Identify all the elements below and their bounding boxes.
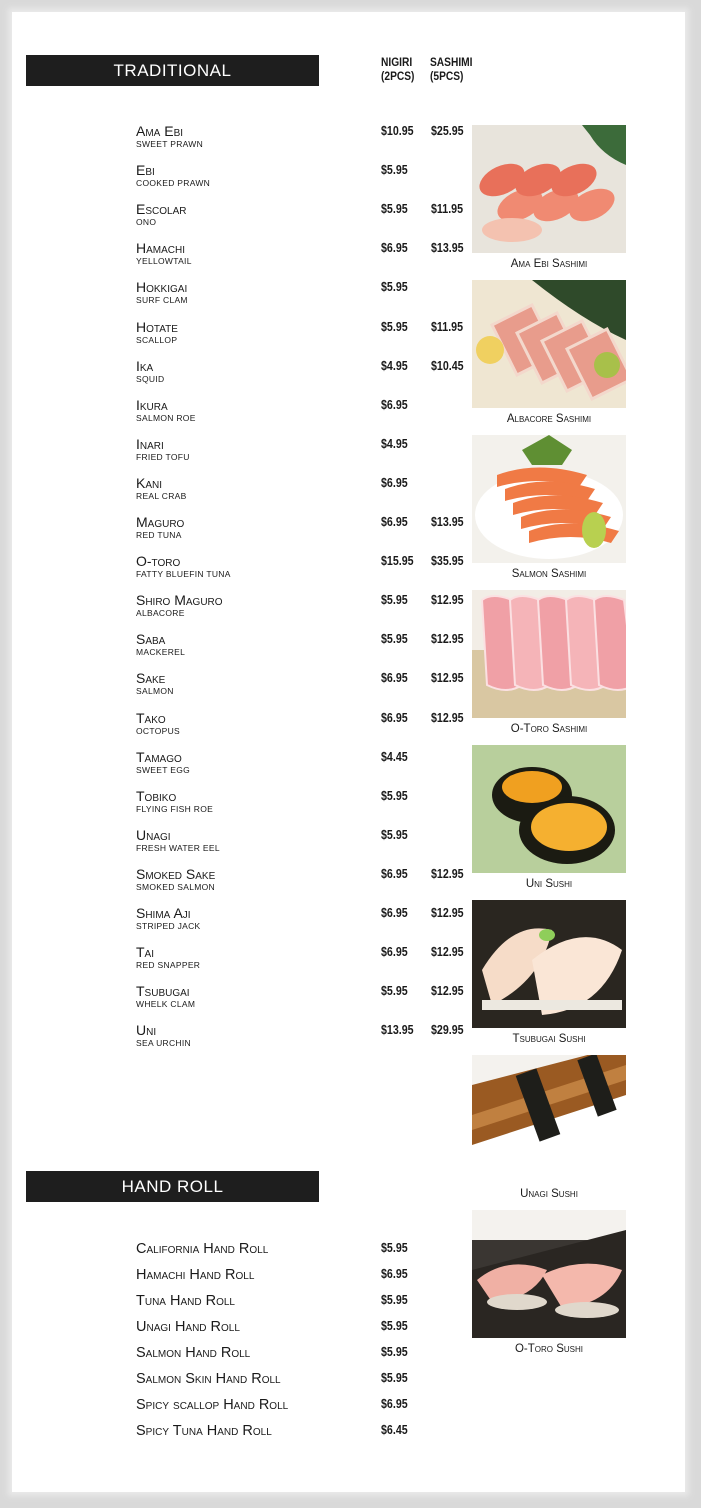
item-description: SQUID bbox=[136, 373, 165, 384]
sashimi-price: $12.95 bbox=[431, 905, 464, 920]
menu-item bbox=[136, 476, 187, 502]
menu-item bbox=[136, 359, 164, 385]
otoro-sushi-photo bbox=[472, 1210, 626, 1338]
traditional-section-header bbox=[26, 55, 319, 86]
nigiri-price: $6.95 bbox=[381, 396, 408, 412]
albacore-sashimi-photo bbox=[472, 280, 626, 408]
nigiri-price: $5.95 bbox=[381, 201, 408, 217]
sashimi-price: $12.95 bbox=[431, 670, 464, 686]
nigiri-price: $15.95 bbox=[381, 553, 414, 569]
photo-caption: Salmon Sashimi bbox=[511, 568, 587, 580]
item-name: Inari bbox=[136, 435, 164, 452]
nigiri-price: $4.95 bbox=[381, 435, 408, 451]
item-description: SALMON ROE bbox=[136, 412, 196, 423]
item-name: Uni bbox=[136, 1022, 157, 1039]
hand-roll-price: $6.95 bbox=[381, 1396, 408, 1411]
item-description: REAL CRAB bbox=[136, 490, 187, 501]
nigiri-price: $6.95 bbox=[381, 709, 408, 725]
hand-roll-price: $5.95 bbox=[381, 1370, 408, 1385]
item-name: Maguro bbox=[136, 514, 185, 530]
nigiri-price: $5.95 bbox=[381, 279, 408, 295]
photo-caption: O-Toro Sushi bbox=[514, 1343, 583, 1355]
item-name: Unagi bbox=[136, 826, 171, 843]
menu-item bbox=[136, 711, 180, 737]
item-description: FRESH WATER EEL bbox=[136, 842, 220, 853]
nigiri-price: $10.95 bbox=[381, 123, 414, 138]
item-description: RED TUNA bbox=[136, 530, 182, 540]
item-name: Hamachi bbox=[136, 240, 186, 257]
nigiri-price: $4.45 bbox=[381, 748, 408, 764]
item-description: SCALLOP bbox=[136, 334, 178, 345]
menu-item bbox=[136, 593, 223, 619]
hand-roll-name: Salmon Hand Roll bbox=[136, 1345, 251, 1361]
nigiri-price: $5.95 bbox=[381, 826, 408, 842]
menu-item bbox=[136, 750, 190, 776]
item-description: FATTY BLUEFIN TUNA bbox=[136, 569, 231, 580]
photo-caption: Tsubugai Sushi bbox=[512, 1033, 586, 1045]
item-description: ALBACORE bbox=[136, 608, 185, 619]
item-name: Ikura bbox=[136, 396, 168, 413]
nigiri-price: $4.95 bbox=[381, 357, 408, 373]
item-name: Ebi bbox=[136, 162, 155, 179]
photo-caption: O-Toro Sashimi bbox=[510, 723, 588, 735]
prawn-sashimi-photo bbox=[472, 125, 626, 253]
sashimi-price: $35.95 bbox=[431, 553, 464, 569]
hand-roll-price: $6.95 bbox=[381, 1266, 408, 1281]
item-description: RED SNAPPER bbox=[136, 960, 201, 971]
item-name: Shima Aji bbox=[136, 905, 191, 921]
item-name: Sake bbox=[136, 670, 166, 687]
menu-item bbox=[136, 320, 178, 346]
sashimi-price: $25.95 bbox=[431, 123, 464, 138]
item-name: Tobiko bbox=[136, 787, 177, 804]
nigiri-price: $5.95 bbox=[381, 318, 408, 334]
nigiri-price: $13.95 bbox=[381, 1022, 414, 1038]
item-name: Tamago bbox=[136, 748, 182, 765]
menu-item bbox=[136, 906, 201, 932]
item-name: Saba bbox=[136, 631, 166, 648]
hand-roll-name: Unagi Hand Roll bbox=[136, 1319, 240, 1335]
hand-roll-price: $5.95 bbox=[381, 1344, 408, 1359]
menu-item bbox=[136, 515, 184, 541]
otoro-sashimi-photo bbox=[472, 590, 626, 718]
menu-item bbox=[136, 789, 213, 815]
item-description: YELLOWTAIL bbox=[136, 256, 192, 267]
item-description: OCTOPUS bbox=[136, 725, 180, 736]
item-description: MACKEREL bbox=[136, 647, 186, 658]
hand-roll-name: Spicy Tuna Hand Roll bbox=[136, 1423, 272, 1439]
tsubugai-sushi-photo bbox=[472, 900, 626, 1028]
item-name: Tako bbox=[136, 709, 166, 726]
sashimi-price: $13.95 bbox=[431, 514, 464, 529]
hand-roll-price: $5.95 bbox=[381, 1292, 408, 1307]
item-name: Tai bbox=[136, 944, 154, 961]
item-name: Hotate bbox=[136, 318, 178, 335]
item-description: ONO bbox=[136, 217, 157, 228]
nigiri-price: $5.95 bbox=[381, 787, 408, 803]
nigiri-column-header: NIGIRI (2PCS) bbox=[381, 55, 415, 83]
menu-item bbox=[136, 202, 186, 228]
item-description: SURF CLAM bbox=[136, 295, 188, 306]
item-description: FLYING FISH ROE bbox=[136, 803, 214, 814]
item-description: SALMON bbox=[136, 686, 174, 697]
nigiri-price: $6.95 bbox=[381, 474, 408, 490]
menu-item bbox=[136, 280, 188, 306]
hand-roll-name: Tuna Hand Roll bbox=[136, 1293, 235, 1309]
hand-roll-name: Salmon Skin Hand Roll bbox=[136, 1371, 281, 1387]
item-description: WHELK CLAM bbox=[136, 999, 196, 1010]
item-name: Shiro Maguro bbox=[136, 592, 223, 609]
menu-item bbox=[136, 1023, 191, 1049]
photo-caption: Ama Ebi Sashimi bbox=[510, 258, 588, 270]
sashimi-price: $12.95 bbox=[431, 865, 464, 881]
item-description: SWEET PRAWN bbox=[136, 139, 204, 149]
unagi-sushi-photo bbox=[472, 1055, 626, 1183]
menu-item bbox=[136, 554, 231, 580]
salmon-sashimi-photo bbox=[472, 435, 626, 563]
hand-roll-price: $5.95 bbox=[381, 1240, 408, 1255]
hand-roll-title: HAND ROLL bbox=[121, 1176, 224, 1196]
sashimi-price: $12.95 bbox=[431, 709, 464, 725]
item-description: STRIPED JACK bbox=[136, 921, 201, 931]
hand-roll-name: Hamachi Hand Roll bbox=[136, 1267, 255, 1283]
item-description: COOKED PRAWN bbox=[136, 178, 211, 189]
item-description: FRIED TOFU bbox=[136, 451, 190, 462]
item-name: Hokkigai bbox=[136, 279, 188, 296]
menu-item bbox=[136, 984, 195, 1010]
item-name: Kani bbox=[136, 474, 163, 491]
traditional-title: TRADITIONAL bbox=[113, 60, 232, 80]
menu-item bbox=[136, 437, 190, 463]
menu-item bbox=[136, 124, 203, 150]
nigiri-price: $5.95 bbox=[381, 592, 408, 608]
nigiri-price: $6.95 bbox=[381, 670, 408, 686]
sashimi-price: $12.95 bbox=[431, 631, 464, 647]
menu-item bbox=[136, 241, 192, 267]
nigiri-price: $5.95 bbox=[381, 983, 408, 999]
hand-roll-section-header bbox=[26, 1171, 319, 1202]
nigiri-price: $6.95 bbox=[381, 240, 408, 256]
hand-roll-price: $5.95 bbox=[381, 1318, 408, 1333]
item-name: Ika bbox=[136, 357, 154, 374]
menu-item bbox=[136, 632, 185, 658]
sashimi-price: $29.95 bbox=[431, 1022, 464, 1038]
nigiri-price: $6.95 bbox=[381, 514, 408, 529]
nigiri-price: $6.95 bbox=[381, 865, 408, 881]
item-name: Escolar bbox=[136, 201, 187, 218]
item-name: Ama Ebi bbox=[136, 123, 184, 139]
photo-caption: Uni Sushi bbox=[525, 878, 573, 890]
item-description: SWEET EGG bbox=[136, 764, 191, 775]
menu-item bbox=[136, 828, 220, 854]
hand-roll-name: California Hand Roll bbox=[136, 1241, 269, 1257]
sashimi-column-header: SASHIMI (5PCS) bbox=[430, 55, 473, 83]
sashimi-price: $11.95 bbox=[431, 201, 464, 217]
item-name: O-toro bbox=[136, 553, 181, 570]
nigiri-price: $5.95 bbox=[381, 162, 408, 178]
photo-caption: Albacore Sashimi bbox=[506, 413, 592, 425]
item-name: Smoked Sake bbox=[136, 865, 216, 882]
menu-item bbox=[136, 867, 215, 893]
menu-item bbox=[136, 398, 196, 424]
item-description: SEA URCHIN bbox=[136, 1038, 191, 1049]
sashimi-price: $12.95 bbox=[431, 944, 464, 960]
nigiri-price: $5.95 bbox=[381, 631, 408, 647]
menu-item bbox=[136, 945, 200, 971]
sashimi-price: $12.95 bbox=[431, 983, 464, 999]
nigiri-price: $6.95 bbox=[381, 905, 408, 920]
item-description: SMOKED SALMON bbox=[136, 881, 215, 892]
menu-item bbox=[136, 671, 174, 697]
menu-item bbox=[136, 163, 210, 189]
sashimi-price: $10.45 bbox=[431, 357, 464, 373]
item-name: Tsubugai bbox=[136, 983, 190, 1000]
hand-roll-price: $6.45 bbox=[381, 1422, 408, 1437]
uni-sushi-photo bbox=[472, 745, 626, 873]
hand-roll-name: Spicy scallop Hand Roll bbox=[136, 1397, 289, 1413]
photo-caption: Unagi Sushi bbox=[520, 1188, 578, 1200]
sashimi-price: $11.95 bbox=[431, 318, 464, 334]
sashimi-price: $12.95 bbox=[431, 592, 464, 608]
sashimi-price: $13.95 bbox=[431, 240, 464, 256]
nigiri-price: $6.95 bbox=[381, 944, 408, 960]
